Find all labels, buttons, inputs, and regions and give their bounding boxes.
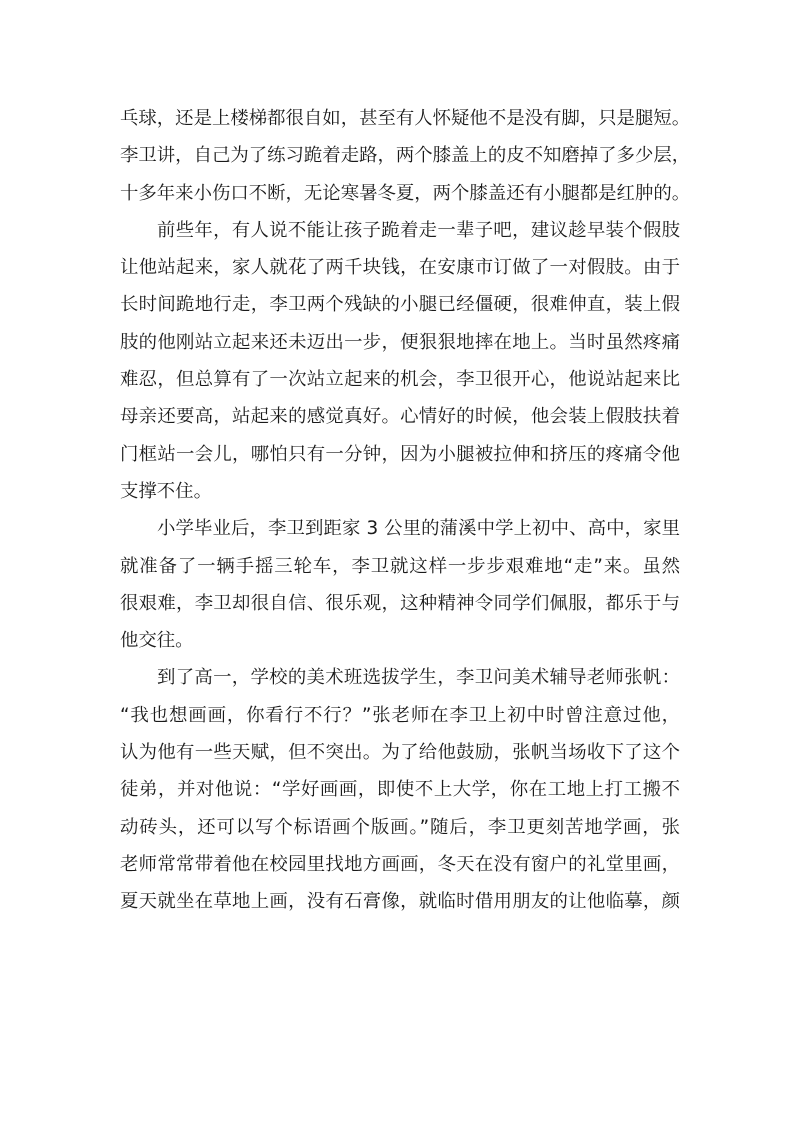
paragraph-first-line: 前些年，有人说不能让孩子跪着走一辈子吧，建议趁早装个假肢 bbox=[157, 219, 680, 241]
text-line: 肢的他刚站立起来还未迈出一步，便狠狠地摔在地上。当时虽然疼痛 bbox=[120, 331, 680, 353]
text-line: 李卫讲，自己为了练习跪着走路，两个膝盖上的皮不知磨掉了多少层， bbox=[120, 145, 691, 167]
paragraph-first-line: 小学毕业后，李卫到距家 3 公里的蒲溪中学上初中、高中，家里 bbox=[157, 518, 680, 540]
text-line: 母亲还要高，站起来的感觉真好。心情好的时候，他会装上假肢扶着 bbox=[120, 406, 680, 428]
text-line: 徒弟，并对他说：“学好画画，即使不上大学，你在工地上打工搬不 bbox=[120, 779, 680, 801]
text-line: 他交往。 bbox=[120, 630, 194, 652]
text-line: 长时间跪地行走，李卫两个残缺的小腿已经僵硬，很难伸直，装上假 bbox=[120, 294, 680, 316]
text-line: 门框站一会儿，哪怕只有一分钟，因为小腿被拉伸和挤压的疼痛令他 bbox=[120, 443, 680, 465]
text-line: 夏天就坐在草地上画，没有石膏像，就临时借用朋友的让他临摹，颜 bbox=[120, 891, 680, 913]
text-line: 就准备了一辆手摇三轮车，李卫就这样一步步艰难地“走”来。虽然 bbox=[120, 555, 680, 577]
text-line: 十多年来小伤口不断，无论寒暑冬夏，两个膝盖还有小腿都是红肿的。 bbox=[120, 182, 691, 204]
text-line: 支撑不住。 bbox=[120, 480, 212, 502]
text-line: 难忍，但总算有了一次站立起来的机会，李卫很开心，他说站起来比 bbox=[120, 369, 680, 391]
text-line: 认为他有一些天赋，但不突出。为了给他鼓励，张帆当场收下了这个 bbox=[120, 742, 680, 764]
paragraph-first-line: 到了高一，学校的美术班选拔学生，李卫问美术辅导老师张帆： bbox=[157, 667, 680, 689]
text-line: “我也想画画，你看行不行？”张老师在李卫上初中时曾注意过他， bbox=[120, 704, 680, 726]
text-line: 乓球，还是上楼梯都很自如，甚至有人怀疑他不是没有脚，只是腿短。 bbox=[120, 108, 691, 129]
body-text bbox=[120, 100, 691, 921]
text-line: 动砖头，还可以写个标语画个版画。”随后，李卫更刻苦地学画，张 bbox=[120, 816, 680, 838]
text-line: 老师常常带着他在校园里找地方画画，冬天在没有窗户的礼堂里画， bbox=[120, 853, 680, 875]
text-line: 很艰难，李卫却很自信、很乐观，这种精神令同学们佩服，都乐于与 bbox=[120, 592, 680, 614]
text-line: 让他站起来，家人就花了两千块钱，在安康市订做了一对假肢。由于 bbox=[120, 257, 680, 279]
